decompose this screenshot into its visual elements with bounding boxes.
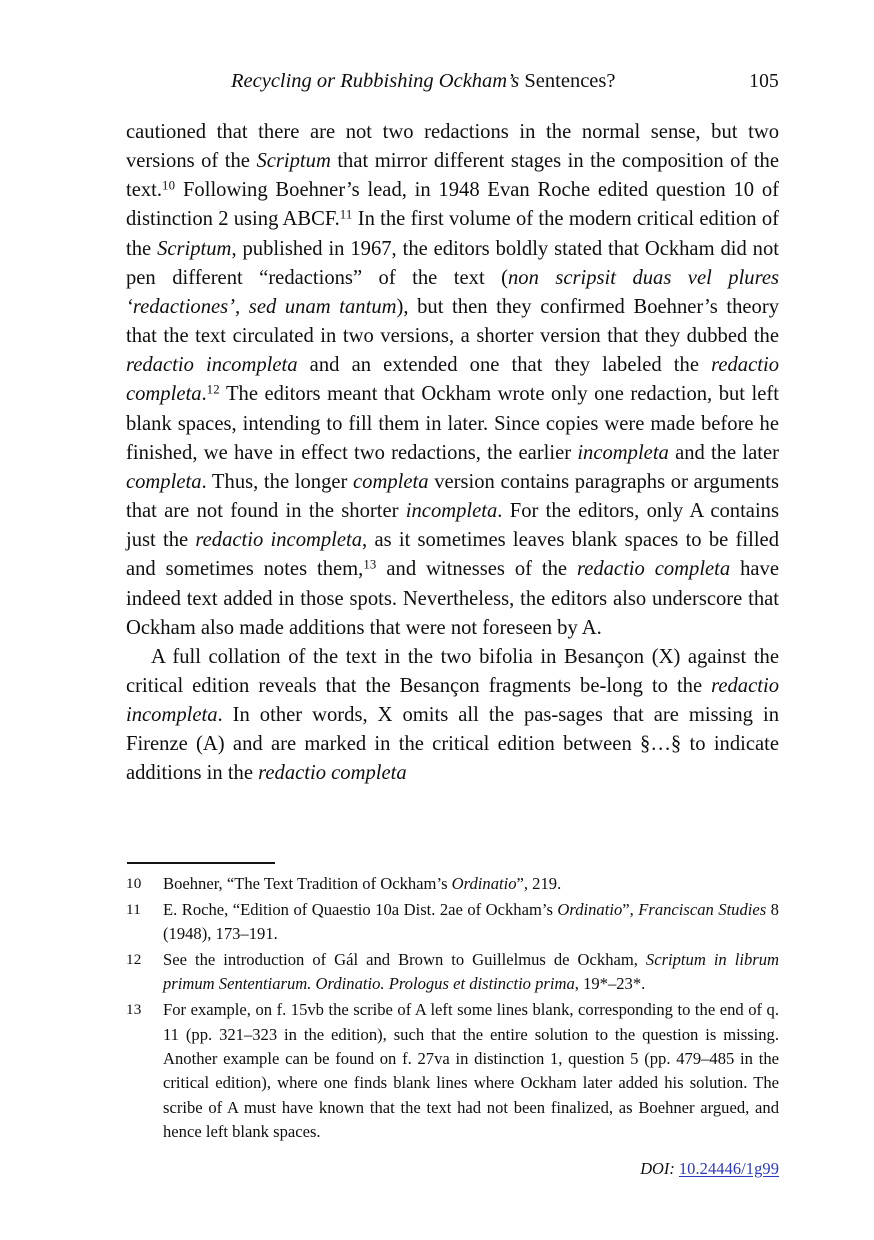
italic-run: Scriptum — [256, 150, 331, 173]
italic-run: Scriptum in librum primum Sententiarum. Ordinatio. Prologus et distinctio prima — [163, 950, 779, 994]
footnote-separator-rule — [127, 862, 275, 864]
body-text — [126, 118, 779, 789]
footnote-number[interactable]: 12 — [126, 951, 142, 969]
text-run: , as it sometimes leaves blank spaces to be filled and sometimes notes them, — [126, 529, 779, 581]
text-run: version contains paragraphs or arguments that are not found in the shorter — [126, 470, 779, 523]
text-run: that mirror different stages in the composition of the text. — [126, 150, 779, 202]
running-head-title-roman: Sentences? — [524, 70, 616, 92]
running-head-title — [231, 70, 615, 93]
text-run: For example, on f. 15vb the scribe of A left some lines blank, corresponding to the end of q. 11 (pp. 321–323 in the edition), such that the entire solution to the question is missing. Another example can be found on f. 27va in distinction 1, question 5 (pp. 479–485 in the critical edition), where one finds blank lines where Ockham later added his solution. The scribe of A must have known that the text had not been finalized, as Boehner argued, and hence left blank spaces. — [163, 1000, 779, 1141]
page-number: 105 — [749, 71, 779, 92]
italic-run: Franciscan Studies — [638, 899, 767, 919]
italic-run: Ordinatio — [451, 874, 517, 893]
paragraph-1 — [126, 118, 779, 643]
paragraph-2 — [126, 643, 779, 789]
text-run: . For the editors, only A contains just the — [126, 500, 779, 552]
footnote-number[interactable]: 10 — [126, 875, 142, 892]
footnote-item — [126, 872, 779, 896]
italic-run: Ordinatio — [557, 899, 623, 919]
doi-link[interactable]: 10.24446/1g99 — [678, 1159, 779, 1178]
italic-run: redactio incompleta — [195, 529, 363, 552]
footnote-item — [126, 948, 779, 997]
text-run: . Thus, the longer — [201, 470, 354, 493]
footnote-list — [126, 872, 779, 1146]
doi-line — [640, 1159, 779, 1179]
text-run: and witnesses of the — [376, 558, 577, 581]
italic-run: completa — [353, 470, 429, 493]
italic-run: redactio incompleta — [126, 354, 298, 377]
italic-run: redactio incompleta — [126, 674, 779, 727]
footnote-text — [163, 898, 779, 947]
text-run: ), but then they confirmed Boehner’s theory that the text circulated in two versions, a shorter version that they dubbed the — [126, 295, 779, 348]
text-run: , 19*–23*. — [574, 974, 646, 994]
text-run: and the later — [668, 441, 779, 464]
text-run: ”, — [622, 899, 639, 919]
footnote-text — [163, 872, 779, 896]
footnote-text — [163, 948, 779, 997]
italic-run: non scripsit duas vel plures ‘redactiones’, sed unam tantum — [126, 266, 779, 318]
italic-run: incompleta — [405, 500, 498, 523]
text-run: Boehner, “The Text Tradition of Ockham’s — [163, 874, 452, 893]
footnote-number[interactable]: 11 — [126, 900, 142, 918]
text-run: ”, 219. — [516, 874, 562, 893]
footnote-reference[interactable]: 13 — [363, 557, 377, 572]
italic-run: Scriptum — [157, 237, 232, 260]
footnote-item — [126, 898, 779, 947]
italic-run: redactio completa — [126, 354, 779, 406]
running-head-title-italic: Recycling or Rubbishing Ockham’s — [231, 70, 525, 92]
italic-run: completa — [126, 470, 202, 493]
text-run: E. Roche, “Edition of Quaestio 10a Dist. 2ae of Ockham’s — [163, 899, 558, 919]
text-run: cautioned that there are not two redactions in the normal sense, but two versions of the — [126, 121, 779, 173]
doi-label: DOI: — [640, 1159, 679, 1178]
footnote-reference[interactable]: 12 — [206, 382, 220, 397]
footnote-text — [163, 998, 779, 1144]
footnote-item — [126, 998, 779, 1144]
text-run: In the first volume of the modern critical edition of the — [126, 208, 780, 260]
text-run: and an extended one that they labeled the — [297, 354, 712, 377]
text-run: have indeed text added in those spots. Nevertheless, the editors also underscore that Ockham also made additions that were not foreseen by A. — [126, 558, 779, 639]
italic-run: redactio completa — [258, 762, 407, 785]
text-run: , published in 1967, the editors boldly stated that Ockham did not pen different “redactions” of the text ( — [126, 237, 779, 289]
text-run: . In other words, X omits all the pas-sages that are missing in Firenze (A) and are marked in the critical edition between §…§ to indicate additions in the — [126, 704, 779, 785]
footnote-reference[interactable]: 10 — [162, 178, 176, 193]
italic-run: incompleta — [577, 441, 669, 464]
text-run: The editors meant that Ockham wrote only one redaction, but left blank spaces, intending to fill them in later. Since copies were made before he finished, we have in effect two redactions, the earlier — [126, 383, 779, 464]
footnote-number[interactable]: 13 — [126, 1001, 142, 1019]
footnote-reference[interactable]: 11 — [339, 207, 353, 222]
text-run: See the introduction of Gál and Brown to Guillelmus de Ockham, — [163, 950, 646, 970]
text-run: A full collation of the text in the two bifolia in Besançon (X) against the critical edition reveals that the Besançon fragments be-long to the — [126, 645, 779, 697]
text-run: 8 (1948), 173–191. — [163, 899, 779, 944]
text-run: Following Boehner’s lead, in 1948 Evan Roche edited question 10 of distinction 2 using ABCF. — [126, 179, 779, 231]
running-head — [126, 70, 779, 100]
italic-run: redactio completa — [576, 558, 731, 581]
text-run: . — [201, 383, 207, 406]
